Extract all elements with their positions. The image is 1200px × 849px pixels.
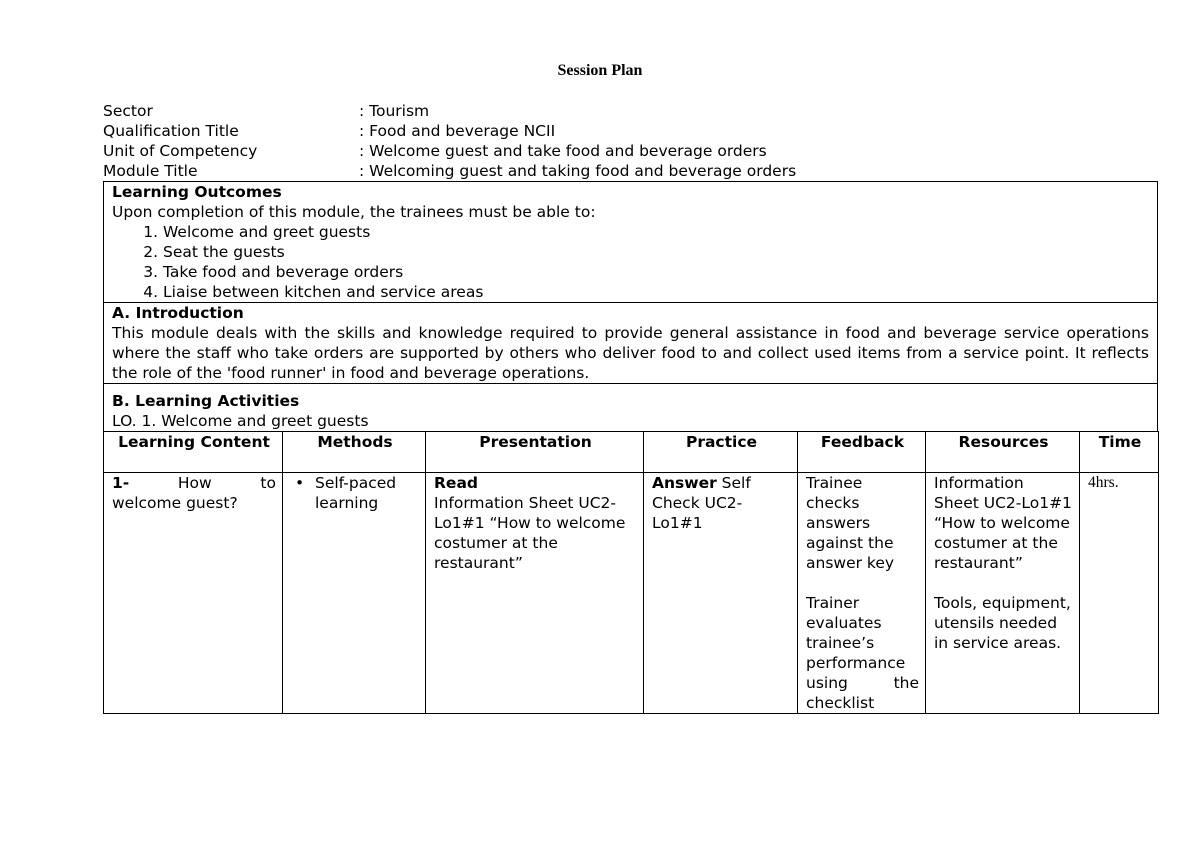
learning-outcomes-intro: Upon completion of this module, the trainees must be able to: xyxy=(112,203,596,221)
spacer xyxy=(806,573,919,593)
resources-text: Information Sheet UC2-Lo1#1 “How to welcome costumer at the restaurant” xyxy=(934,474,1072,572)
sector-row xyxy=(103,101,1158,121)
content-number: 1- xyxy=(112,474,130,492)
table-header-row xyxy=(104,432,1159,473)
methods-list xyxy=(291,473,419,513)
list-item: 1. Welcome and greet guests xyxy=(163,222,1149,242)
practice-action: Answer xyxy=(652,474,717,492)
list-item: 4. Liaise between kitchen and service areas xyxy=(163,282,1149,302)
feedback-word: using xyxy=(806,674,848,692)
content-word: How xyxy=(177,474,212,492)
competency-label: Unit of Competency xyxy=(103,142,258,160)
module-info xyxy=(103,101,1158,181)
feedback-word: the xyxy=(893,674,919,692)
learning-outcomes-section xyxy=(104,182,1157,303)
module-title-label: Module Title xyxy=(103,162,198,180)
learning-outcomes-heading: Learning Outcomes xyxy=(112,183,282,201)
method-text: Self-paced learning xyxy=(315,474,397,512)
presentation-action: Read xyxy=(434,474,479,492)
methods-cell xyxy=(283,473,426,714)
header-practice: Practice xyxy=(644,432,798,473)
sector-label: Sector xyxy=(103,102,153,120)
header-time: Time xyxy=(1080,432,1159,473)
introduction-section xyxy=(104,303,1157,384)
resources-text: Tools, equipment, utensils needed in service areas. xyxy=(934,594,1071,652)
activities-table xyxy=(103,431,1159,714)
bullet-icon: • xyxy=(295,474,305,492)
feedback-justified-line xyxy=(806,673,919,693)
practice-cell xyxy=(644,473,798,714)
list-item xyxy=(295,473,419,513)
sector-value: : Tourism xyxy=(359,102,430,120)
competency-row xyxy=(103,141,1158,161)
content-text: welcome guest? xyxy=(112,494,238,512)
feedback-text: Trainee checks answers against the answer key xyxy=(806,474,895,572)
introduction-text: This module deals with the skills and knowledge required to provide general assistance in food and beverage service operations where the staff who take orders are supported by others who deliver food to and collect used items from a service point. It reflects the role of the 'food runner' in food and beverage operations. xyxy=(112,324,1149,382)
spacer xyxy=(934,573,1073,593)
qualification-value: : Food and beverage NCII xyxy=(359,122,556,140)
learning-activities-heading: B. Learning Activities xyxy=(112,392,300,410)
presentation-cell xyxy=(426,473,644,714)
presentation-text: Information Sheet UC2-Lo1#1 “How to welcome costumer at the restaurant” xyxy=(434,494,626,572)
learning-outcomes-list xyxy=(112,222,1149,302)
feedback-text: checklist xyxy=(806,694,875,712)
practice-text: Self Check UC2-Lo1#1 xyxy=(652,474,751,532)
table-row xyxy=(104,473,1159,714)
learning-activities-section xyxy=(104,384,1157,432)
content-word: to xyxy=(260,474,276,492)
list-item: 3. Take food and beverage orders xyxy=(163,262,1149,282)
plan-frame xyxy=(103,181,1158,432)
competency-value: : Welcome guest and take food and beverage orders xyxy=(359,142,767,160)
time-cell: 4hrs. xyxy=(1080,473,1159,714)
list-item: 2. Seat the guests xyxy=(163,242,1149,262)
learning-objective: LO. 1. Welcome and greet guests xyxy=(112,412,369,430)
header-methods: Methods xyxy=(283,432,426,473)
qualification-row xyxy=(103,121,1158,141)
module-title-row xyxy=(103,161,1158,181)
feedback-text: Trainer evaluates trainee’s performance xyxy=(806,594,906,672)
module-title-value: : Welcoming guest and taking food and beverage orders xyxy=(359,162,797,180)
resources-cell xyxy=(926,473,1080,714)
header-resources: Resources xyxy=(926,432,1080,473)
feedback-cell xyxy=(798,473,926,714)
learning-content-cell xyxy=(104,473,283,714)
page-title: Session Plan xyxy=(557,62,643,79)
qualification-label: Qualification Title xyxy=(103,122,239,140)
header-feedback: Feedback xyxy=(798,432,926,473)
content-first-line xyxy=(112,473,276,493)
header-presentation: Presentation xyxy=(426,432,644,473)
introduction-heading: A. Introduction xyxy=(112,304,244,322)
header-learning-content: Learning Content xyxy=(104,432,283,473)
